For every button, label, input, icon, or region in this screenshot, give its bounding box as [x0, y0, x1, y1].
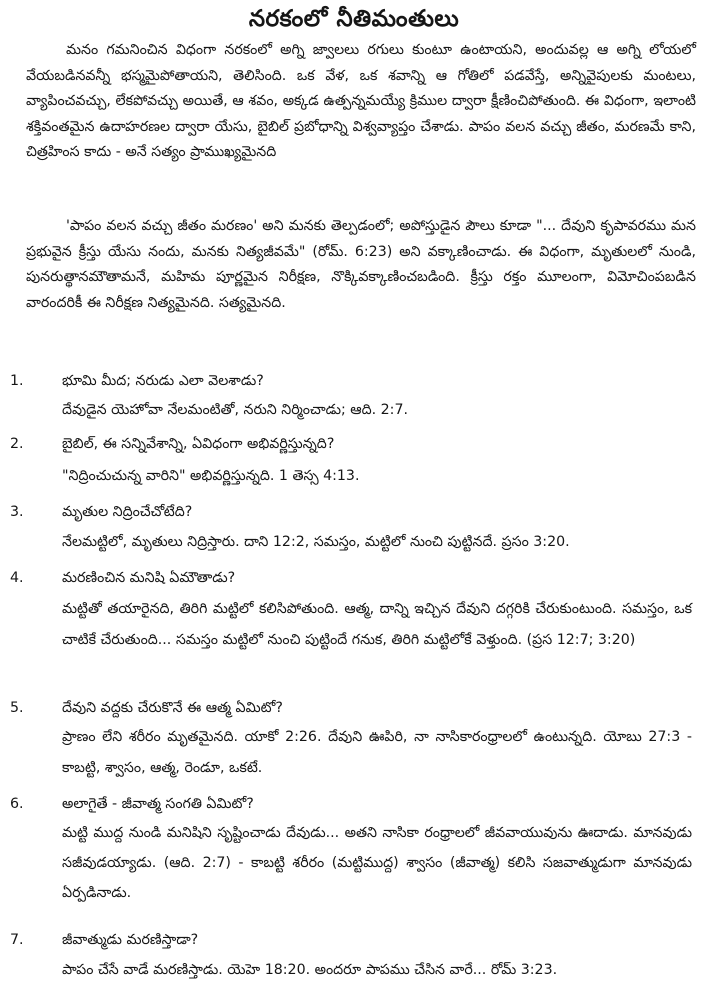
page-title: నరకంలో నీతిమంతులు	[248, 6, 460, 32]
question-text: మరణించిన మనిషి ఏమౌతాడు?	[62, 570, 236, 586]
answer-text: దేవుడైన యెహోవా నేలమంటితో, నరుని నిర్మించాడు; ఆది. 2:7.	[62, 402, 408, 418]
intro-paragraph-1	[26, 38, 696, 166]
question-number: 1.	[10, 373, 24, 389]
question-text: మృతుల నిద్రించేచోటేది?	[62, 504, 193, 520]
answer-text: పాపం చేసే వాడే మరణిస్తాడు. యెహె 18:20. అందరూ పాపము చేసిన వారే... రోమ్ 3:23.	[62, 962, 558, 978]
question-text: జీవాత్ముడు మరణిస్తాడా?	[62, 932, 199, 948]
question-number: 3.	[10, 504, 24, 520]
question-number: 2.	[10, 436, 24, 452]
answer-text: మట్టితో తయారైనది, తిరిగి మట్టిలో కలిసిపోతుంది. ఆత్మ, దాన్ని ఇచ్చిన దేవుని దగ్గరికి చేరుకుంటుంది. సమస్తం, ఒక చాటికే చేరుతుంది... సమస్తం మట్టిలో నుంచి పుట్టిందే గనుక, తిరిగి మట్టిలోకే వెళ్తుంది. (ప్రస 12:7; 3:20)	[62, 601, 692, 648]
answer-text: మట్టి ముద్ద నుండి మనిషిని సృష్టించాడు దేవుడు... అతని నాసికా రంధ్రాలలో జీవవాయువును ఊదాడు. మానవుడు సజీవుడయ్యాడు. (ఆది. 2:7) - కాబట్టి శరీరం (మట్టిముద్ద) శ్వాసం (జీవాత్మ) కలిసి సజవాత్ముడుగా మానవుడు ఏర్పడినాడు.	[62, 825, 692, 901]
question-number: 6.	[10, 796, 24, 812]
question-text: భూమి మీద; నరుడు ఎలా వెలశాడు?	[62, 373, 264, 389]
intro-paragraph-2	[26, 214, 696, 316]
answer-text: "నిద్రించుచున్న వారిని" అభివర్ణిస్తున్నది. 1 తెస్స 4:13.	[62, 468, 360, 484]
question-number: 4.	[10, 570, 24, 586]
question-number: 7.	[10, 932, 24, 948]
question-text: దేవుని వద్దకు చేరుకొనే ఈ ఆత్మ ఏమిటో?	[62, 700, 283, 716]
answer-text: నేలమట్టిలో, మృతులు నిద్రిస్తారు. దాని 12:2, సమస్తం, మట్టిలో నుంచి పుట్టినదే. ప్రసం 3:20.	[62, 534, 570, 550]
question-number: 5.	[10, 700, 24, 716]
intro-paragraph-1-text: మనం గమనించిన విధంగా నరకంలో అగ్ని జ్వాలలు రగులు కుంటూ ఉంటాయని, అందువల్ల ఆ అగ్ని లోయలో వేయబడినవన్నీ భస్మమైపోతాయని, తెలిసింది. ఒక వేళ, ఒక శవాన్ని ఆ గోతిలో పడవేస్తే, అన్నివైపులకు మంటలు, వ్యాపించవచ్చు, లేకపోవచ్చు అయితే, ఆ శవం, అక్కడ ఉత్పన్నమయ్యే క్రిముల ద్వారా క్షీణించిపోతుంది. ఈ విధంగా, ఇలాంటి శక్తివంతమైన ఉదాహరణల ద్వారా యేసు, బైబిల్ ప్రబోధాన్ని విశ్వవ్యాప్తం చేశాడు. పాపం వలన వచ్చు జీతం, మరణమే కాని, చిత్రహింస కాదు - అనే సత్యం ప్రాముఖ్యమైనది	[26, 42, 696, 161]
question-text: అలాగైతే - జీవాత్మ సంగతి ఏమిటో?	[62, 796, 254, 812]
intro-paragraph-2-text: 'పాపం వలన వచ్చు జీతం మరణం' అని మనకు తెల్పడంలో; అపోస్తుడైన పౌలు కూడా "... దేవుని కృపావరము మన ప్రభువైన క్రీస్తు యేసు నందు, మనకు నిత్యజీవమే" (రోమ్. 6:23) అని వక్కాణించాడు. ఈ విధంగా, మృతులలో నుండి, పునరుత్థానమౌతామనే, మహిమ పూర్ణమైన నిరీక్షణ, నొక్కివక్కాణించబడింది. క్రీస్తు రక్తం మూలంగా, విమోచింపబడిన వారందరికీ ఈ నిరీక్షణ నిత్యమైనది. సత్యమైనది.	[26, 218, 696, 311]
answer-text: ప్రాణం లేని శరీరం మృతమైనది. యాకో 2:26. దేవుని ఊపిరి, నా నాసికారంధ్రాలలో ఉంటున్నది. యోబు 27:3 - కాబట్టి, శ్వాసం, ఆత్మ, రెండూ, ఒకటే.	[62, 729, 692, 776]
question-text: బైబిల్, ఈ సన్నివేశాన్ని, ఏవిధంగా అభివర్ణిస్తున్నది?	[62, 436, 335, 452]
